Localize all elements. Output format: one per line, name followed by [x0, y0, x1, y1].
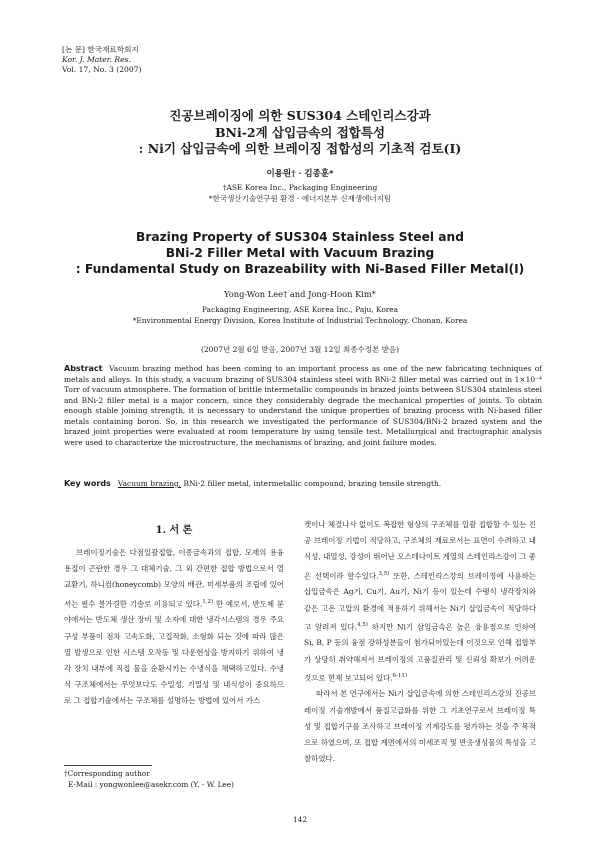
english-affiliation-2: *Environmental Energy Division, Korea Institute of Industrial Technology, Chonan, Korea	[132, 316, 468, 325]
journal-name-en: Kor. J. Mater. Res.	[62, 55, 131, 64]
keyword-vacuum-brazing: Vacuum brazing,	[117, 479, 182, 488]
reference-marker: 4,5)	[357, 621, 368, 628]
section-heading-introduction: 1. 서 론	[155, 525, 193, 536]
keywords-rest: BNi-2 filler metal, intermetallic compound, brazing tensile strength.	[181, 479, 442, 488]
korean-title-line1: 진공브레이징에 의한 SUS304 스테인리스강과	[169, 108, 431, 123]
english-title-line3: : Fundamental Study on Brazeability with Ni-Based Filler Metal(I)	[75, 262, 525, 277]
keywords-label: Key words	[64, 479, 111, 488]
korean-authors: 이용원† · 김종훈*	[266, 169, 334, 179]
reference-marker: 1,2)	[202, 598, 214, 605]
intro-text-c: 켓이나 체결나사 없이도 복잡한 형상의 구조체를 일괄 접합할 수 있는 진공 브레이징 기법이 적당하고, 구조체의 재료로서는 표면이 수려하고 내식성, 내열성, 강성이 뛰어난 오스테나이트 계열의 스테인리스강이 그 좋은 선택이라 할수있다.	[304, 520, 536, 581]
intro-text-b: 한 예로서, 반도체 분야에서는 반도체 생산 장비 및 소자에 대한 냉각시스템의 경우 주요 구성 부품이 점차 고속도화, 고집적화, 소형화 되는 것에 따라 많은 열 발생으로 인한 시스템 오작동 및 다운현상을 방지하기 위하여 냉각 장치 내부에 직접 물을 순환시키는 수냉식을 채택하고있다. 수냉식 구조체에서는 무엇보다도 수밀성, 기밀성 및 내식성이 중요하므로 그 접합기술에서는 구조체를 설명하는 방법에 있어서 가스	[64, 599, 284, 706]
korean-affiliation-2: *한국생산기술연구원 환경 · 에너지본부 신재생에너지팀	[208, 194, 392, 203]
journal-name-ko: [논 문] 한국재료학회지	[62, 45, 139, 54]
intro-paragraph-1	[64, 545, 284, 710]
abstract	[64, 364, 542, 448]
korean-affiliation-1: †ASE Korea Inc., Packaging Engineering	[222, 183, 378, 192]
footnote-divider	[64, 765, 152, 766]
footnote-email: E-Mail : yongwonlee@asekr.com (Y. - W. Lee)	[68, 779, 234, 789]
intro-text-e: 하지만 Ni기 삽입금속은 높은 융용점으로 인하여 Si, B, P 등의 융점 강하성분들이 첨가되어있는데 이것으로 인해 접합부가 상당히 취약해져서 브레이징의 고품질관리 및 신뢰성 확보가 어려운 것으로 현재 보고되어 있다.	[304, 622, 536, 683]
footnote	[64, 769, 234, 790]
english-title-line1: Brazing Property of SUS304 Stainless Steel and	[136, 230, 464, 244]
footnote-corresponding: †Corresponding author	[64, 769, 150, 778]
intro-text-a: 브레이징기술은 다점일괄접합, 이종금속과의 접합, 모재의 용융용접이 곤란한 경우 그 대체기술, 그 외 간편한 접합 방법으로서 열 교환기, 하니컴(honeycomb) 모양의 배관, 미세부품의 조립에 있어서는 필수 불가결한 기술로 이용되고 있다.	[64, 548, 284, 609]
english-affiliation-1: Packaging Engineering, ASE Korea Inc., Paju, Korea	[201, 305, 399, 314]
right-column	[304, 517, 536, 768]
journal-volume: Vol. 17, No. 3 (2007)	[62, 65, 142, 74]
intro-paragraph-2: 따라서 본 연구에서는 Ni기 삽입금속에 의한 스테인리스강의 진공브레이징 기술개발에서 품질고급화를 위한 그 기초연구로서 브레이징 특성 및 접합기구를 조사하고 브레이징 기계강도를 평가하는 것을 주 목적으로 하였으며, 또 접합 계면에서의 미세조직 및 반응생성물의 특성을 고찰하였다.	[304, 689, 536, 764]
korean-affiliations	[0, 182, 600, 204]
english-affiliations	[0, 304, 600, 326]
intro-paragraph-cont	[304, 517, 536, 686]
keywords	[64, 479, 542, 488]
abstract-text: Vacuum brazing method has been coming to an important process as one of the new fabricating techniques of metals and alloys. In this study, a vacuum brazing of SUS304 stainless steel with BNi-2 filler metal was carried out in 1×10⁻⁴ Torr of vacuum atmosphere. The formation of brittle intermetallic compounds in brazed joints between SUS304 stainless steel and BNi-2 filler metal is a major concern, since they considerably degrade the mechanical properties of joints. To obtain enough stable joining strength, it is necessary to understand the unique properties of brazing process with Ni-based filler metals containing boron. So, in this research we investigated the performance of SUS304/BNi-2 brazed system and the brazed joint properties were evaluated at room temperature by using tensile test. Metallurgical and fractographic analysis were used to characterize the microstructure, the mechanisms of brazing, and joint failure modes.	[64, 364, 542, 447]
received-dates: (2007년 2월 6일 받음, 2007년 3월 12일 최종수정본 받음)	[200, 345, 399, 354]
page-number: 142	[292, 815, 308, 824]
journal-header	[62, 45, 142, 75]
korean-title-line2: BNi-2계 삽입금속의 접합특성	[214, 124, 386, 140]
english-title-line2: BNi-2 Filler Metal with Vacuum Brazing	[165, 246, 435, 261]
reference-marker: 6-11)	[392, 672, 408, 679]
left-column	[64, 545, 284, 710]
korean-title-line3: : Ni기 삽입금속에 의한 브레이징 접합성의 기초적 검토(I)	[138, 141, 462, 156]
abstract-label: Abstract	[64, 364, 103, 373]
intro-text-d: 또한, 스테인리스강의 브레이징에 사용하는 삽입금속은 Ag기, Cu기, Au기, Ni기 등이 있는데 수랭식 냉각장치와 같은 고온 고압의 환경에 적용하기 위해서는 Ni기 삽입금속이 적당하다고 알려져 있다.	[304, 571, 536, 632]
english-title	[0, 229, 600, 278]
reference-marker: 3,5)	[378, 570, 390, 577]
english-authors: Yong-Won Lee† and Jong-Hoon Kim*	[224, 289, 376, 299]
korean-title	[0, 108, 600, 158]
